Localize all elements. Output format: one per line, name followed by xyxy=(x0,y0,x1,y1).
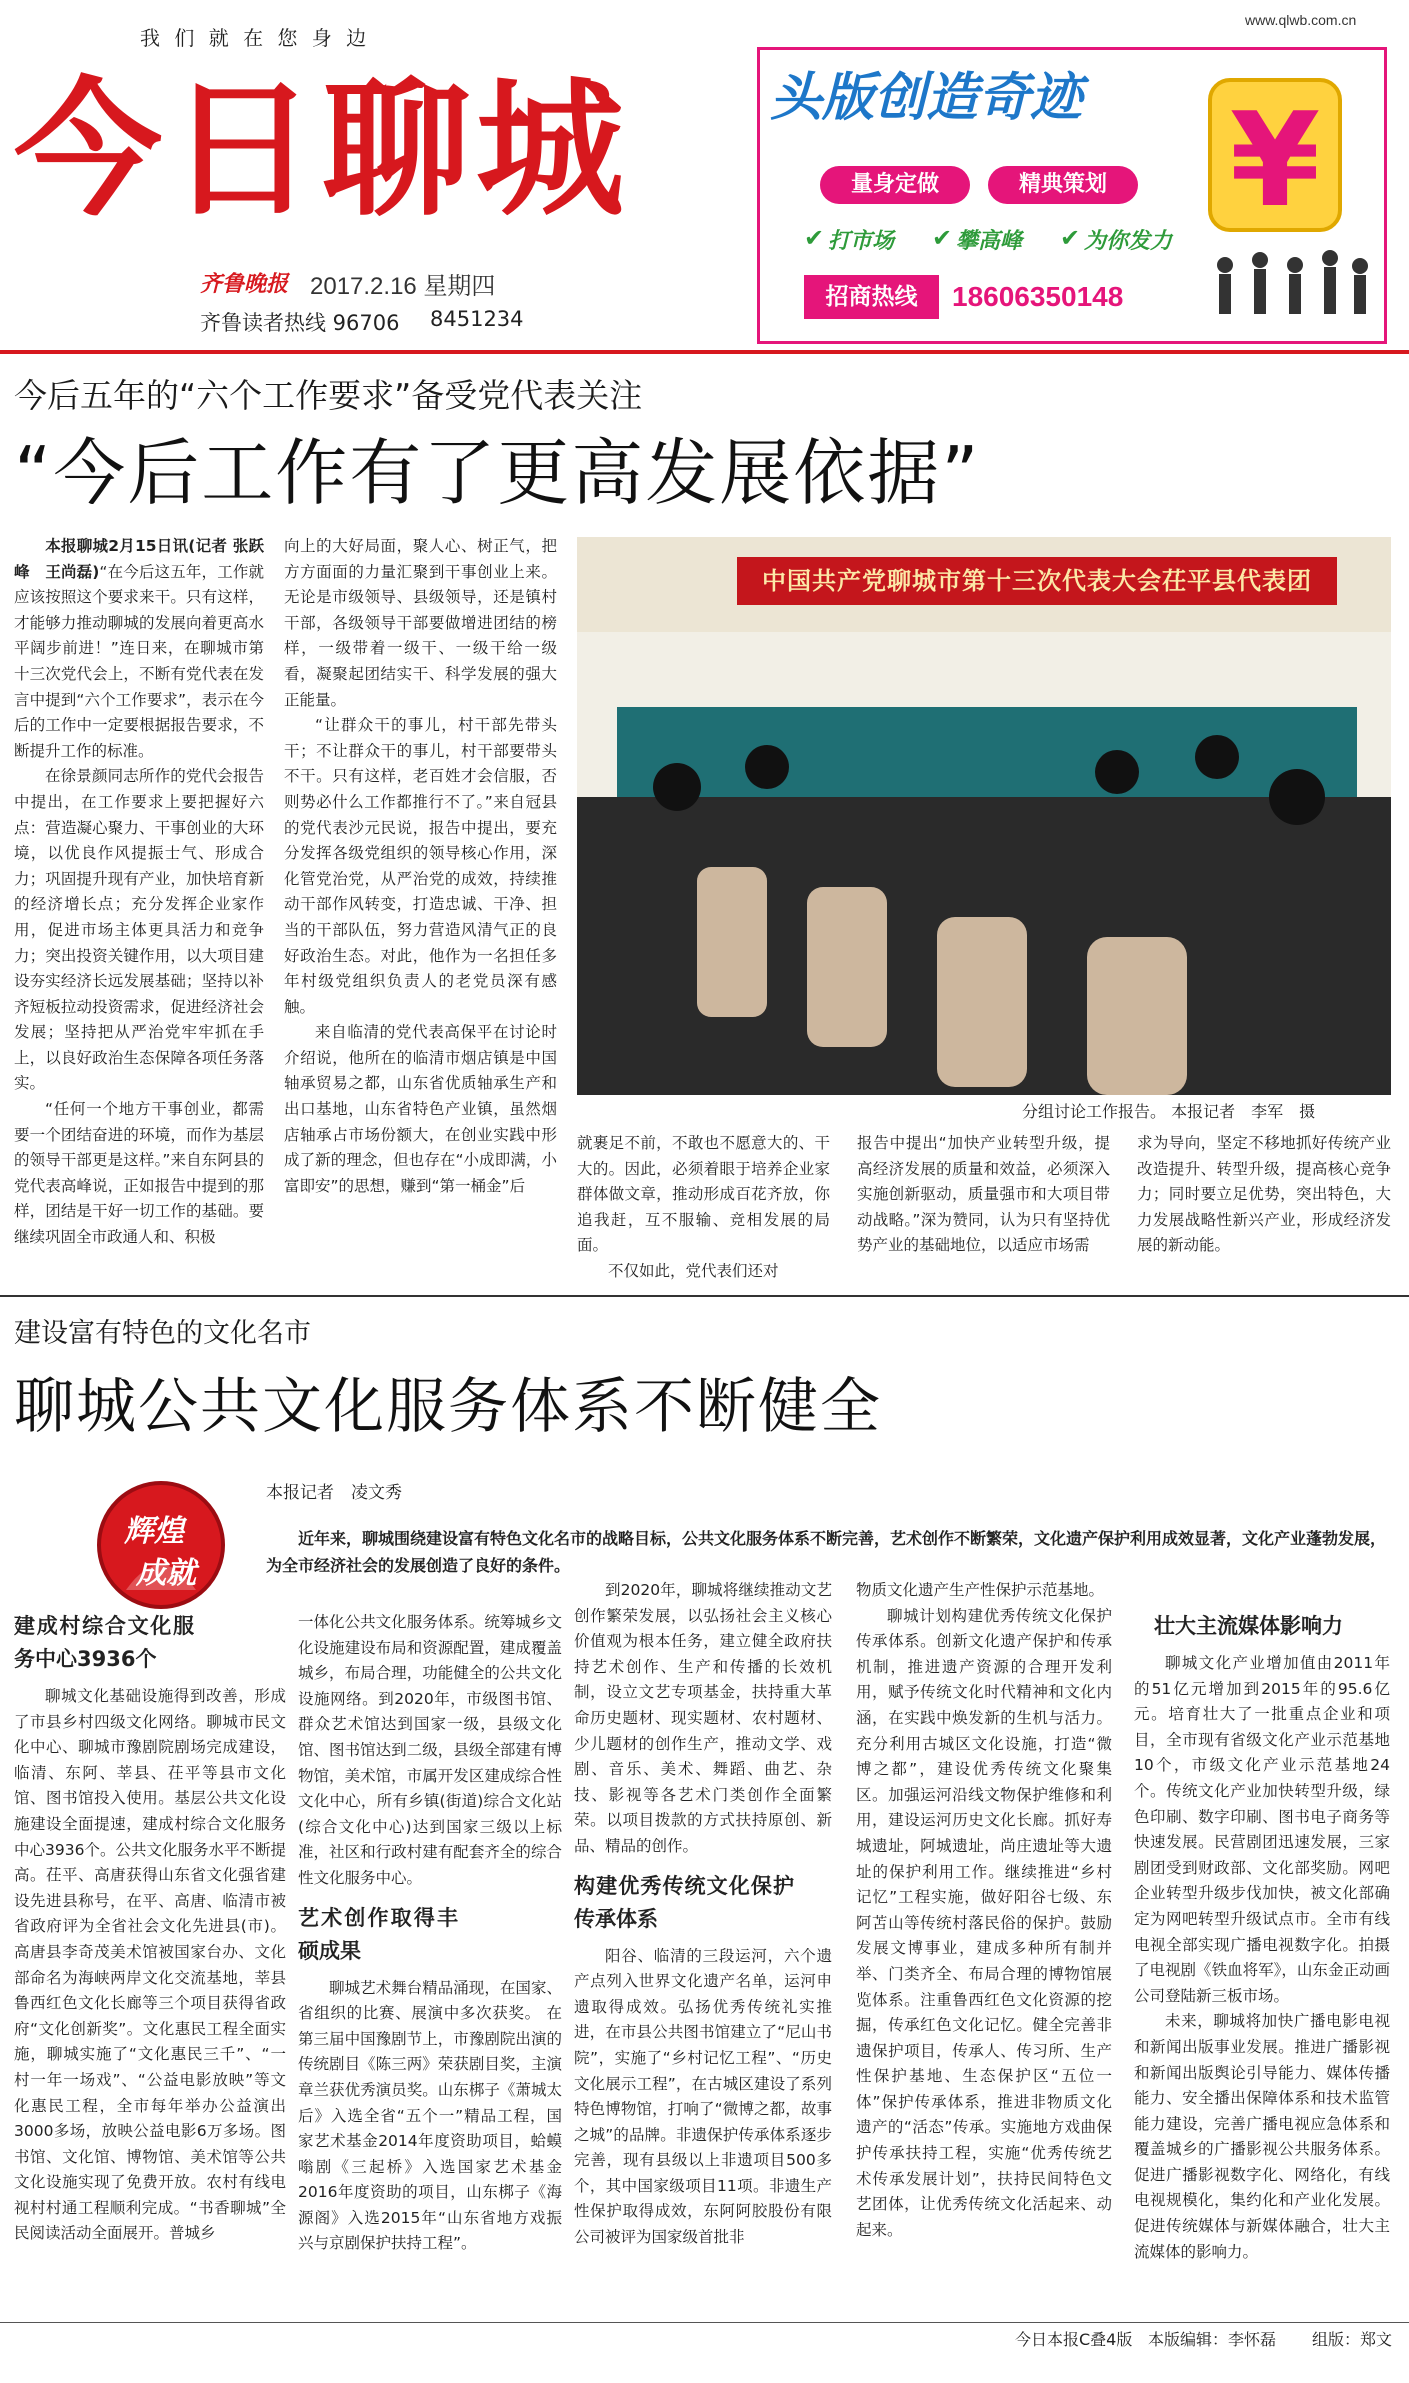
article1-text: “让群众干的事儿，村干部先带头干；不让群众干的事儿，村干部要带头不干。只有这样，老百姓才会信服，否则势必什么工作都推行不了。”来自冠县的党代表沙元民说，报告中提出，要充分发挥各级党组织的领导核心作用，深化管党治党，从严治党的成效，持续推动干部作风转变，打造忠诚、干净、担当的干部队伍，努力营造风清气正的良好政治生态。对此，他作为一名担任多年村级党组织负责人的老党员深有感触。 xyxy=(284,716,557,1016)
subhead-media: 壮大主流媒体影响力 xyxy=(1154,1614,1343,1638)
article2-text: 聊城文化产业增加值由2011年的51亿元增加到2015年的95.6亿元。培育壮大了一批重点企业和项目，全市现有省级文化产业示范基地10个，市级文化产业示范基地24个。传统文化产业加快转型升级，绿色印刷、数字印刷、图书电子商务等快速发展。民营剧团迅速发展，三家剧团受到财政部、文化部奖励。网吧企业转型升级步伐加快，被文化部确定为网吧转型升级试点市。全市有线电视全部实现广播电视数字化。拍摄了电视剧《铁血将军》，山东金正动画公司登陆新三板市场。 xyxy=(1134,1654,1390,2005)
article1-text: 在徐景颜同志所作的党代会报告中提出，在工作要求上要把握好六点：营造凝心聚力、干事创业的大环境，以优良作风提振士气、形成合力；巩固提升现有产业，加快培育新的经济增长点；充分发挥企业家作用，促进市场主体更具活力和竞争力；突出投资关键作用，以大项目建设夯实经济长远发展基础；坚持以补齐短板拉动投资需求，促进经济社会发展；坚持把从严治党牢牢抓在手上，以良好政治生态保障各项任务落实。 xyxy=(14,767,264,1093)
footer-editor: 本版编辑：李怀磊 xyxy=(1148,2330,1277,2349)
footer-rule xyxy=(0,2322,1409,2323)
article2-text: 聊城计划构建优秀传统文化保护传承体系。创新文化遗产保护和传承机制，推进遗产资源的合理开发利用，赋予传统文化时代精神和文化内涵，在实践中焕发新的生机与活力。充分利用古城区文化设施，打造“微博之都”，建设优秀传统文化聚集区。加强运河沿线文物保护维修和利用，建设运河历史文化长廊。抓好寿城遗址，阿城遗址，尚庄遗址等大遗址的保护利用工作。继续推进“乡村记忆”工程实施，做好阳谷七级、东阿苫山等传统村落民俗的保护。鼓励发展文博事业，建成多种所有制并举、门类齐全、布局合理的博物馆展览体系。注重鲁西红色文化资源的挖掘，传承红色文化记忆。健全完善非遗保护项目，传承人、传习所、生产性保护基地、生态保护区“五位一体”保护传承体系，推进非物质文化遗产的“活态”传承。实施地方戏曲保护传承扶持工程，实施“优秀传统艺术传承发展计划”，扶持民间特色文艺团体，让优秀传统文化活起来、动起来。 xyxy=(856,1606,1112,2239)
article1-column-3 xyxy=(577,1131,830,1285)
footer-page: 今日本报C叠4版 xyxy=(1015,2330,1133,2349)
article2-column-5 xyxy=(1134,1610,1390,2300)
article1-text: 求为导向，坚定不移地抓好传统产业改造提升、转型升级，提高核心竞争力；同时要立足优势，突出特色，大力发展战略性新兴产业，形成经济发展的新动能。 xyxy=(1137,1134,1391,1255)
yuan-sign-icon xyxy=(1210,80,1340,236)
article2-text: 阳谷、临清的三段运河，六个遗产点列入世界文化遗产名单，运河申遗取得成效。弘扬优秀传统礼实推进，在市县公共图书馆建立了“尼山书院”，实施了“乡村记忆工程”、“历史文化展示工程”，在古城区建设了系列特色博物馆，打响了“微博之都，故事之城”的品牌。非遗保护传承体系逐步完善，现有县级以上非遗项目500多个，其中国家级项目11项。非遗生产性保护取得成效，东阿阿胶股份有限公司被评为国家级首批非 xyxy=(574,1946,832,2247)
photo-caption: 分组讨论工作报告。 本报记者 李军 摄 xyxy=(1022,1102,1316,1121)
article1-text: 不仅如此，党代表们还对 xyxy=(608,1261,779,1280)
article2-column-4 xyxy=(856,1578,1112,2300)
ad-box[interactable] xyxy=(757,47,1387,344)
article2-column-1 xyxy=(14,1610,286,2300)
article2-kicker: 建设富有特色的文化名市 xyxy=(14,1318,311,1349)
article1-byline: 本报聊城2月15日讯(记者 张跃峰 王尚磊) xyxy=(14,537,264,581)
ad-check-row xyxy=(804,220,1184,260)
ad-phone-label: 招商热线 xyxy=(804,275,939,319)
article1-column-2 xyxy=(284,534,557,1286)
ad-headline: 头版创造奇迹 xyxy=(770,68,1083,128)
article1-text: 就裹足不前，不敢也不愿意大的、干大的。因此，必须着眼于培养企业家群体做文章，推动形成百花齐放，你追我赶，互不服输、竞相发展的局面。 xyxy=(577,1134,830,1255)
logo-text-2: 成就 xyxy=(136,1556,196,1591)
article1-column-5 xyxy=(1137,1131,1391,1285)
subhead-heritage: 构建优秀传统文化保护传承体系 xyxy=(574,1873,794,1931)
ad-pill-1: 量身定做 xyxy=(820,166,970,204)
photo-banner-text: 中国共产党聊城市第十三次代表大会茌平县代表团 xyxy=(762,566,1312,595)
issue-date: 2017.2.16 星期四 xyxy=(310,273,496,300)
subhead-art-creation: 艺术创作取得丰硕成果 xyxy=(298,1905,458,1963)
article1-text: “任何一个地方干事创业，都需要一个团结奋进的环境，而作为基层的领导干部更是这样。”来自东阿县的党代表高峰说，正如报告中提到的那样，团结是干好一切工作的基础。要继续巩固全市政通人和、积极 xyxy=(14,1100,264,1247)
people-icon xyxy=(1217,250,1368,314)
masthead-title: 今日聊城 xyxy=(14,64,630,236)
article1-text: 向上的大好局面，聚人心、树正气，把方方面面的力量汇聚到干事创业上来。无论是市级领导、县级领导，还是镇村干部，各级领导干部要做增进团结的榜样，一级带着一级干、一级干给一级看，凝聚起团结实干、科学发展的强大正能量。 xyxy=(284,537,557,709)
masthead-slogan: 我 们 就 在 您 身 边 xyxy=(140,26,371,50)
footer-layout: 组版：郑文 xyxy=(1312,2330,1393,2349)
svg-text:¥: ¥ xyxy=(1229,84,1321,236)
article2-text: 一体化公共文化服务体系。统筹城乡文化设施建设布局和资源配置，建成覆盖城乡，布局合理，功能健全的公共文化设施网络。到2020年，市级图书馆、群众艺术馆达到国家一级，县级文化馆、图书馆达到二级，县级全部建有博物馆，美术馆，市属开发区建成综合性文化中心，所有乡镇(街道)综合文化站(综合文化中心)达到国家三级以上标准，社区和行政村建有配套齐全的综合性文化服务中心。 xyxy=(298,1613,562,1887)
article2-reporter: 本报记者 凌文秀 xyxy=(266,1483,402,1503)
ad-phone[interactable]: 18606350148 xyxy=(952,281,1124,312)
section-divider xyxy=(0,1295,1409,1297)
ad-check-2: 攀高峰 xyxy=(956,229,1023,254)
article2-column-3 xyxy=(574,1578,832,2300)
article1-column-1 xyxy=(14,534,264,1286)
article2-text: 到2020年，聊城将继续推动文艺创作繁荣发展，以弘扬社会主义核心价值观为根本任务，建立健全政府扶持艺术创作、生产和传播的长效机制，设立文艺专项基金，扶持重大革命历史题材、现实题材、农村题材、少儿题材的创作生产，推动文学、戏剧、音乐、美术、舞蹈、曲艺、杂技、影视等各艺术门类创作全面繁荣。以项目拨款的方式扶持原创、新品、精品的创作。 xyxy=(574,1581,832,1855)
reader-hotline-number: 8451234 xyxy=(430,307,524,331)
article1-column-4 xyxy=(857,1131,1110,1285)
article2-text: 聊城艺术舞台精品涌现，在国家、省组织的比赛、展演中多次获奖。 在第三届中国豫剧节上，市豫剧院出演的传统剧目《陈三两》荣获剧目奖，主演章兰获优秀演员奖。山东梆子《萧城太后》入选全省“五个一”精品工程，国家艺术基金2014年度资助项目，蛤蟆嗡剧《三起桥》入选国家艺术基金2016年度资助的项目，山东梆子《海源阁》入选2015年“山东省地方戏振兴与京剧保护扶持工程”。 xyxy=(298,1978,562,2253)
article2-lead: 近年来，聊城围绕建设富有特色文化名市的战略目标，公共文化服务体系不断完善，艺术创作不断繁荣，文化遗产保护利用成效显著，文化产业蓬勃发展，为全市经济社会的发展创造了良好的条件。 xyxy=(266,1529,1386,1575)
article1-kicker: 今后五年的“六个工作要求”备受党代表关注 xyxy=(14,376,643,415)
subhead-service-center: 建成村综合文化服务中心3936个 xyxy=(14,1614,194,1671)
masthead-url[interactable]: www.qlwb.com.cn xyxy=(1245,12,1357,28)
article2-column-2 xyxy=(298,1610,562,2300)
ad-illustration xyxy=(1200,70,1380,340)
check-icon: ✔ xyxy=(1060,224,1081,252)
newspaper-name: 齐鲁晚报 xyxy=(200,271,289,297)
achievement-logo xyxy=(86,1470,236,1620)
article2-text: 物质文化遗产生产性保护示范基地。 xyxy=(856,1581,1105,1599)
article1-text: 报告中提出“加快产业转型升级，提高经济发展的质量和效益，必须深入实施创新驱动，质量强市和大项目带动战略。”深为赞同，认为只有坚持优势产业的基础地位，以适应市场需 xyxy=(857,1134,1110,1255)
ad-check-3: 为你发力 xyxy=(1084,229,1173,254)
masthead-rule xyxy=(0,350,1409,354)
check-icon: ✔ xyxy=(804,224,825,252)
article2-headline: 聊城公共文化服务体系不断健全 xyxy=(14,1372,882,1442)
ad-pill-2: 精典策划 xyxy=(988,166,1138,204)
article1-photo xyxy=(577,537,1391,1095)
check-icon: ✔ xyxy=(932,224,953,252)
article2-text: 未来，聊城将加快广播电影电视和新闻出版事业发展。推进广播影视和新闻出版舆论引导能力、媒体传播能力、安全播出保障体系和技术监管能力建设，完善广播电视应急体系和覆盖城乡的广播影视公共服务体系。促进广播影视数字化、网络化，有线电视规模化，集约化和产业化发展。促进传统媒体与新媒体融合，壮大主流媒体的影响力。 xyxy=(1134,2012,1390,2261)
ad-check-1: 打市场 xyxy=(828,229,895,254)
article1-text: 本报聊城2月15日讯(记者 张跃峰 王尚磊)“在今后这五年，工作就应该按照这个要求来干。只有这样，才能够力推动聊城的发展向着更高水平阔步前进！”连日来，在聊城市第十三次党代会上，不断有党代表在发言中提到“六个工作要求”，表示在今后的工作中一定要根据报告要求，不断提升工作的标准。 xyxy=(14,537,264,760)
article1-headline: “今后工作有了更高发展依据” xyxy=(14,431,981,515)
article2-text: 聊城文化基础设施得到改善，形成了市县乡村四级文化网络。聊城市民文化中心、聊城市豫剧院剧场完成建设，临清、东阿、莘县、茌平等县市文化馆、图书馆投入使用。基层公共文化设施建设全面提速，建成村综合文化服务中心3936个。公共文化服务水平不断提高。茌平、高唐获得山东省文化强省建设先进县称号，在平、高唐、临清市被省政府评为全省社会文化先进县(市)。高唐县李奇茂美术馆被国家台办、文化部命名为海峡两岸文化交流基地，莘县鲁西红色文化长廊等三个项目获得省政府“文化创新奖”。文化惠民工程全面实施，聊城实施了“文化惠民三千”、“一村一年一场戏”、“公益电影放映”等文化惠民工程，全市每年举办公益演出3000多场，放映公益电影6万多场。图书馆、文化馆、博物馆、美术馆等公共文化设施实现了免费开放。农村有线电视村村通工程顺利完成。“书香聊城”全民阅读活动全面展开。普城乡 xyxy=(14,1687,286,2243)
logo-text-1: 辉煌 xyxy=(124,1514,184,1549)
reader-hotline-label: 齐鲁读者热线 96706 xyxy=(200,311,400,335)
article1-text: 来自临清的党代表高保平在讨论时介绍说，他所在的临清市烟店镇是中国轴承贸易之都，山东省优质轴承生产和出口基地，山东省特色产业镇，虽然烟店轴承占市场份额大，在创业实践中形成了新的理念，但也存在“小成即满，小富即安”的思想，赚到“第一桶金”后 xyxy=(284,1023,557,1195)
